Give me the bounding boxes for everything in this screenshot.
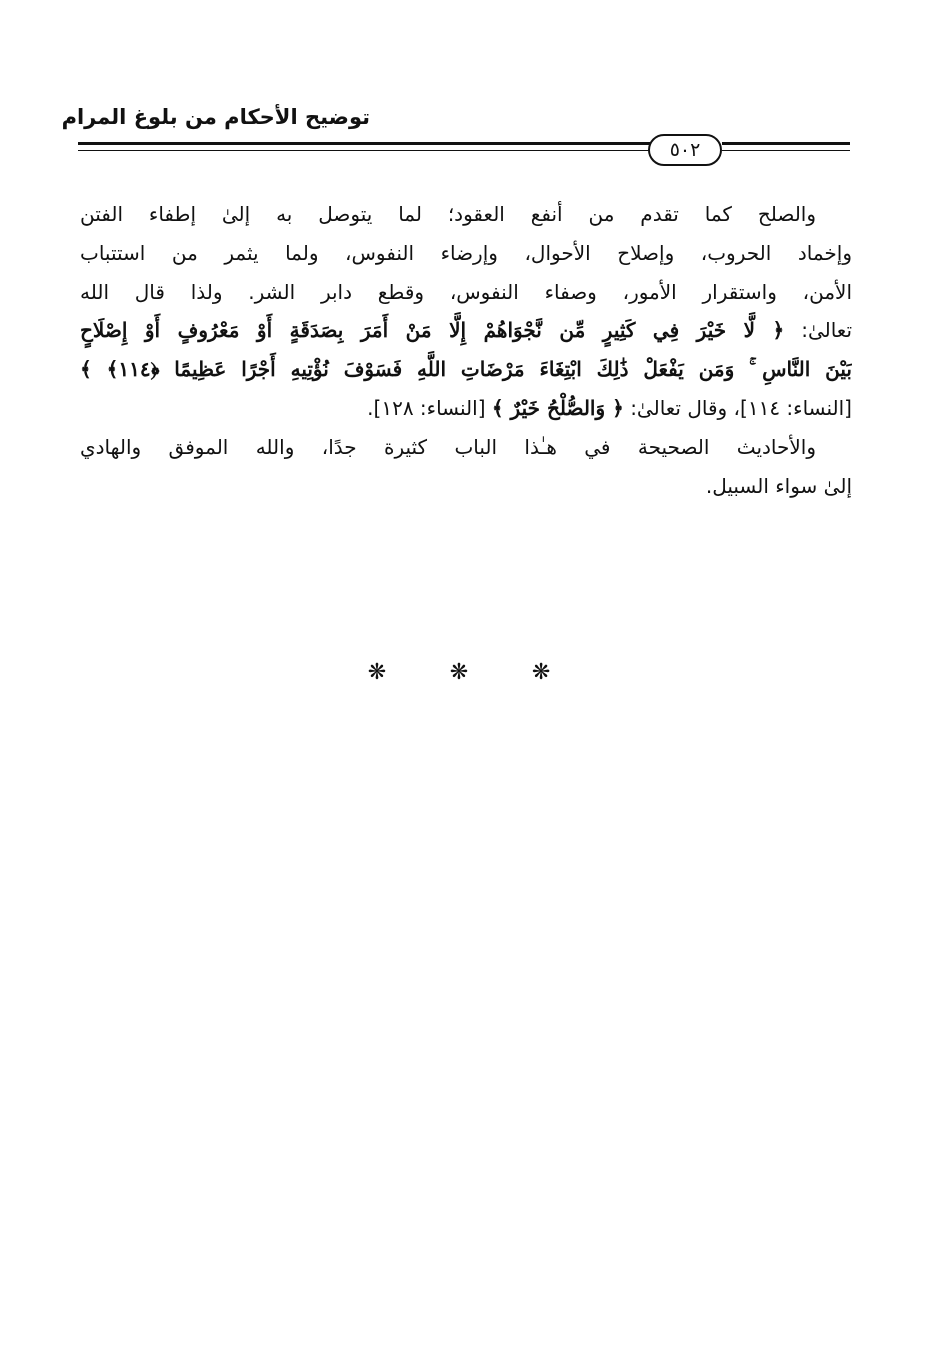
verse-line <box>80 311 852 350</box>
header-rule-left-thick <box>78 142 650 145</box>
quran-verse-part-2: بَيْنَ النَّاسِ ۚ وَمَن يَفْعَلْ ذَٰلِكَ ابْتِغَاءَ مَرْضَاتِ اللَّهِ فَسَوْفَ نُؤْتِيهِ أَجْرًا عَظِيمًا ﴿١١٤﴾ ﴾ <box>80 357 852 382</box>
text-line: والصلح كما تقدم من أنفع العقود؛ لما يتوصل به إلىٰ إطفاء الفتن <box>80 202 816 226</box>
main-text <box>80 195 852 505</box>
header-rule-right-thick <box>722 142 850 145</box>
text-line: والأحاديث الصحيحة في هـٰذا الباب كثيرة جدًا، والله الموفق والهادي <box>80 434 816 459</box>
citation-2: [النساء: ١٢٨]. <box>367 395 486 420</box>
text-line: إلىٰ سواء السبيل. <box>705 473 852 498</box>
verse-intro: تعالىٰ: <box>801 318 852 343</box>
section-separator: ❋ ❋ ❋ <box>367 660 579 685</box>
citation-1: [النساء: ١١٤]، وقال تعالىٰ: <box>630 395 852 420</box>
citation-line <box>80 389 852 428</box>
header-rule-right-thin <box>722 150 850 151</box>
header-rule-left-thin <box>78 150 650 151</box>
text-line: الأمن، واستقرار الأمور، وصفاء النفوس، وقطع دابر الشر. ولذا قال الله <box>80 279 852 304</box>
quran-verse-part-1: ﴿ لَّا خَيْرَ فِي كَثِيرٍ مِّن نَّجْوَاهُمْ إِلَّا مَنْ أَمَرَ بِصَدَقَةٍ أَوْ مَعْرُوفٍ أَوْ إِصْلَاحٍ <box>80 318 785 343</box>
text-line: وإخماد الحروب، وإصلاح الأحوال، وإرضاء النفوس، ولما يثمر من استتباب <box>80 240 852 265</box>
running-title: توضيح الأحكام من بلوغ المرام <box>61 105 370 129</box>
verse-line <box>80 350 852 389</box>
page-number: ٥٠٢ <box>648 134 722 166</box>
quran-verse-2: ﴿ وَالصُّلْحُ خَيْرٌ ﴾ <box>491 395 624 420</box>
